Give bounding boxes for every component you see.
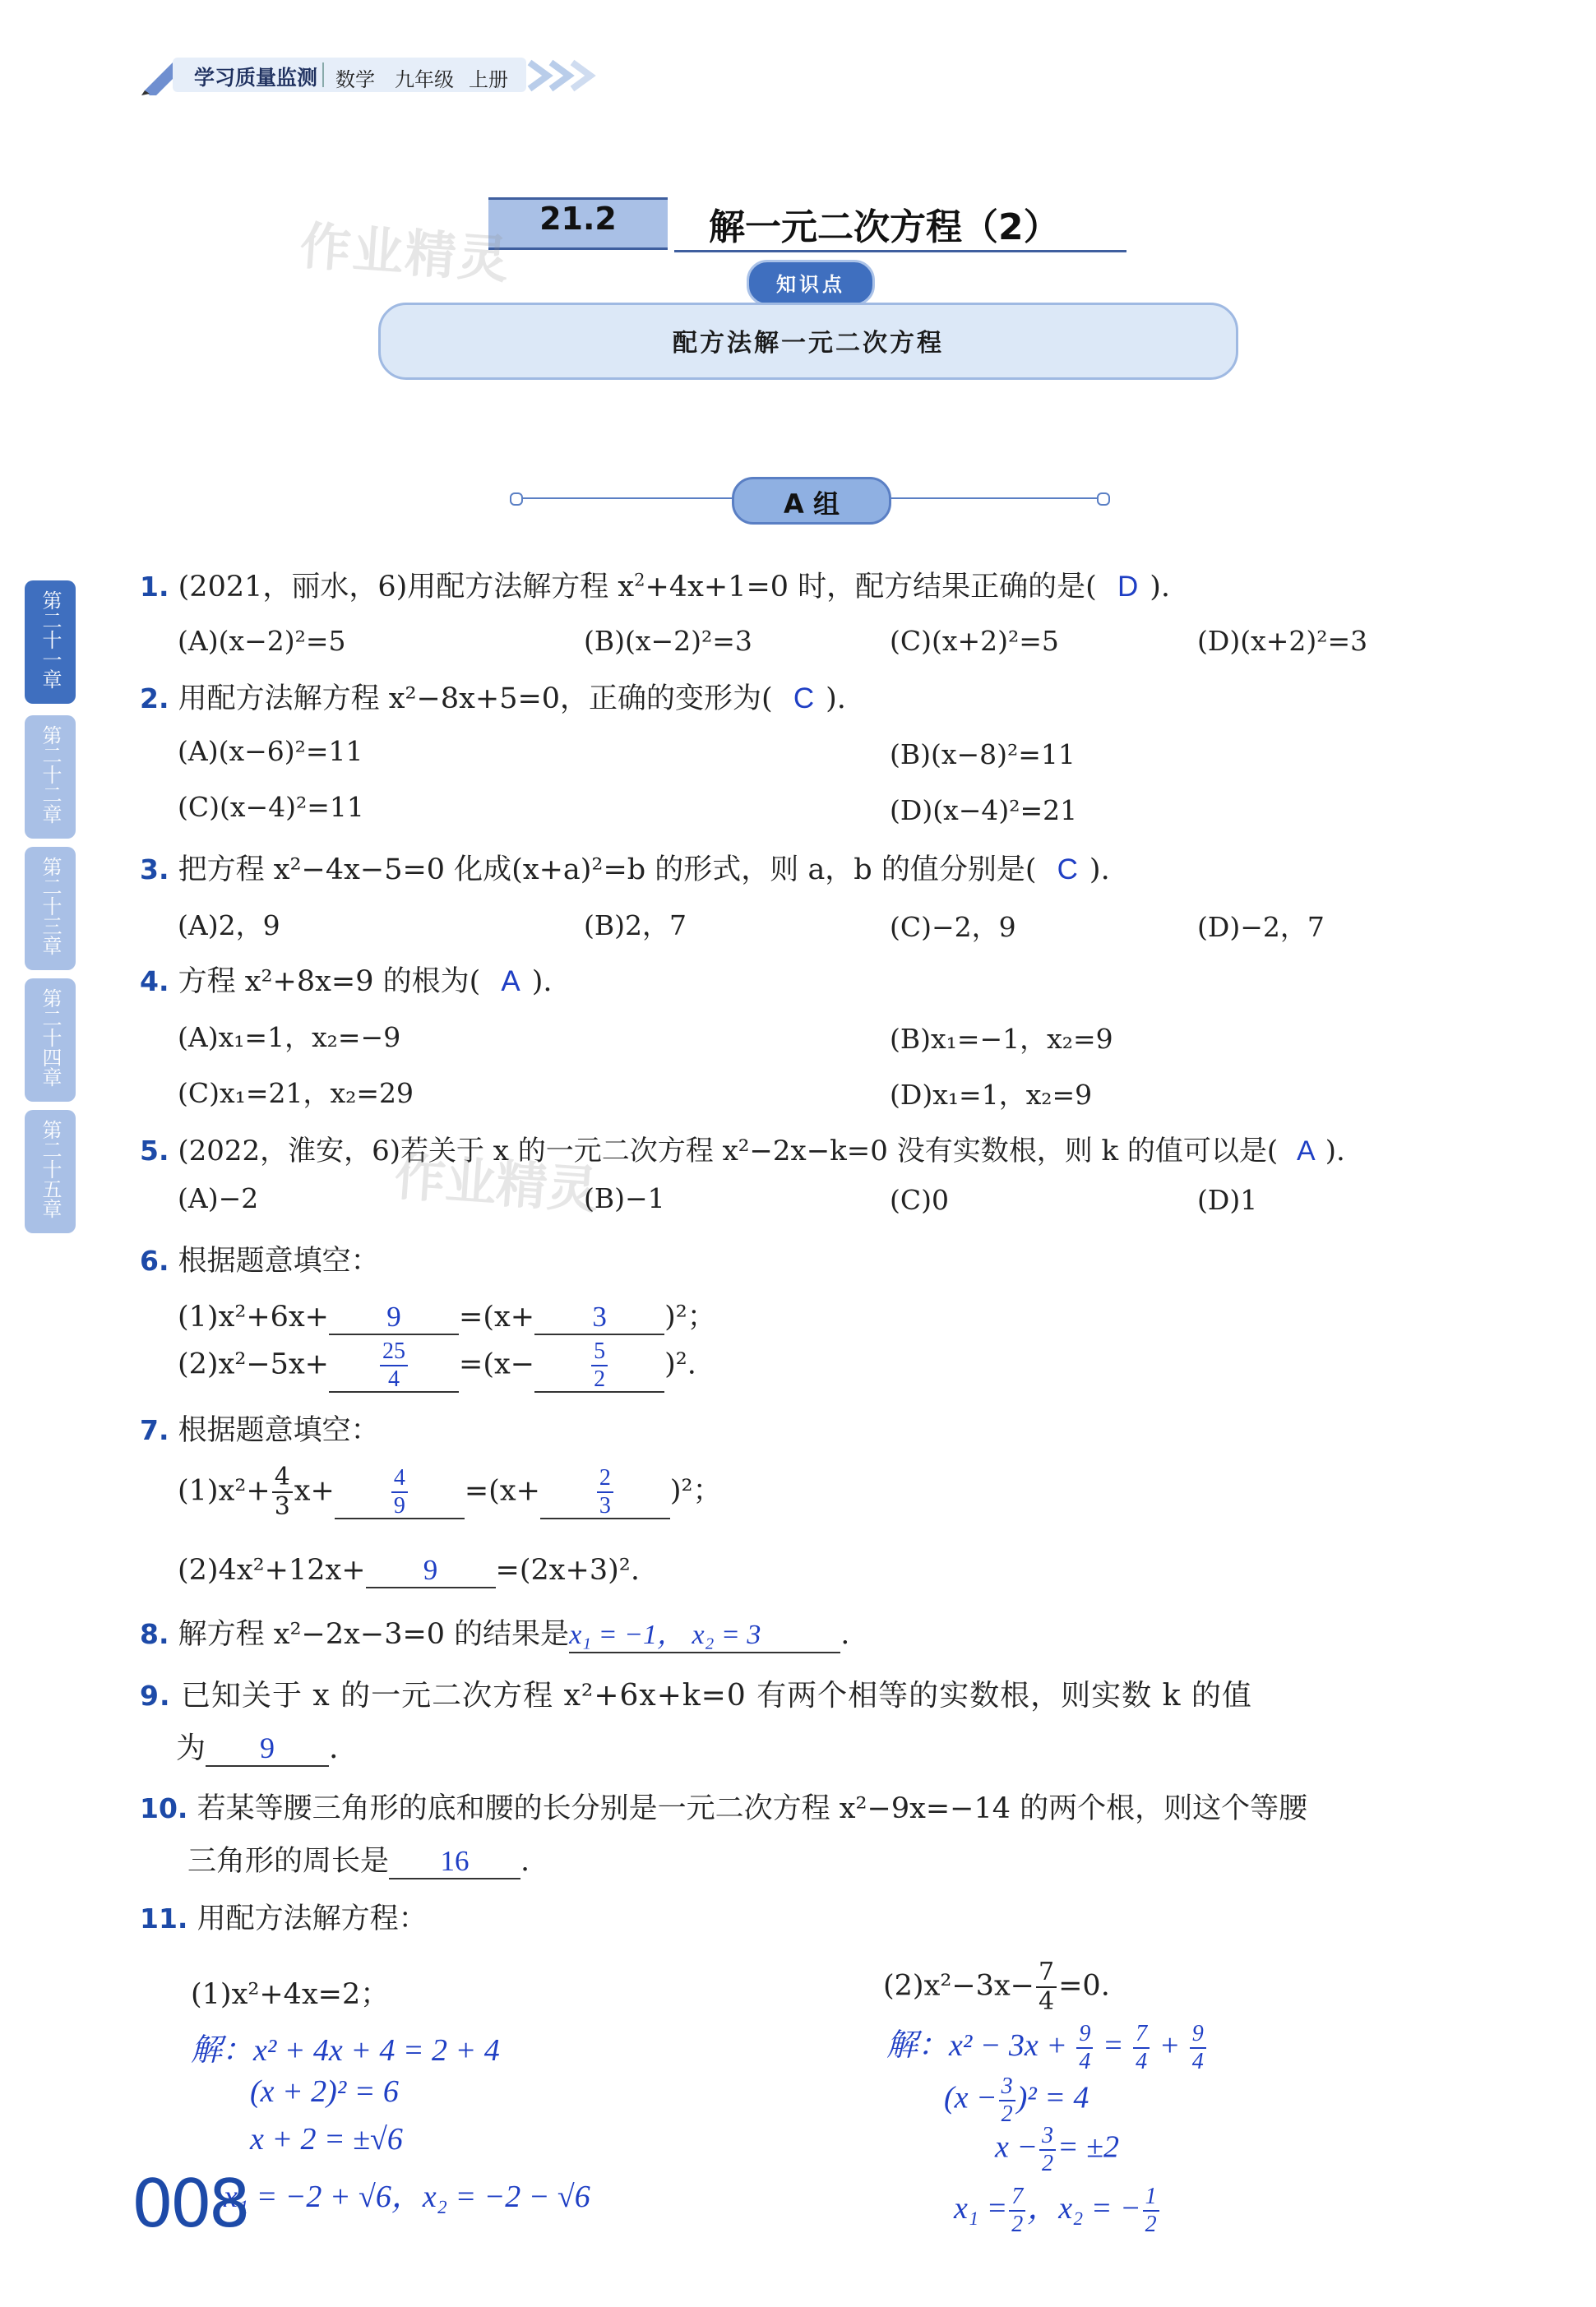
answer-2: C [793, 682, 815, 714]
side-tab-ch24[interactable]: 第二十四章 [25, 978, 76, 1102]
q3-option-d: (D)−2，7 [1197, 911, 1325, 943]
side-tab-ch21[interactable]: 第二十一章 [25, 580, 76, 704]
question-6: 6. 根据题意填空： [140, 1245, 380, 1278]
knowledge-badge-label: 知识点 [776, 273, 845, 296]
q4-option-d: (D)x₁=1，x₂=9 [890, 1079, 1093, 1111]
q7-answer-1a: $\frac{4}{9}$ [391, 1467, 408, 1518]
q5-option-a: (A)−2 [178, 1182, 259, 1214]
q4-option-a: (A)x₁=1，x₂=−9 [178, 1021, 401, 1053]
question-7: 7. 根据题意填空： [140, 1414, 380, 1447]
q11-solution-2-line2: (x − $\frac{3}{2}$ )² = 4 [944, 2074, 1089, 2127]
q1-option-d: (D)(x+2)²=3 [1197, 625, 1368, 657]
question-2: 2. 用配方法解方程 x²−8x+5=0，正确的变形为( C ). [140, 682, 846, 715]
q1-option-a: (A)(x−2)²=5 [178, 625, 346, 657]
answer-4: A [501, 965, 520, 997]
section-underline [674, 250, 1126, 252]
page-number: 008 [132, 2166, 247, 2242]
side-tab-ch23[interactable]: 第二十三章 [25, 847, 76, 970]
chevrons-icon [526, 58, 625, 94]
question-4: 4. 方程 x²+8x=9 的根为( A ). [140, 965, 553, 998]
q7-part-2: (2)4x²+12x+ 9 =(2x+3)². [178, 1554, 640, 1587]
group-label: A 组 [784, 488, 840, 520]
q3-option-c: (C)−2，9 [890, 911, 1016, 943]
q2-option-d: (D)(x−4)²=21 [890, 794, 1078, 826]
question-5: 5. (2022，淮安，6)若关于 x 的一元二次方程 x²−2x−k=0 没有实数根，则 k 的值可以是( A ). [140, 1135, 1345, 1167]
q7-coefficient: $\frac{4}{3}$ [272, 1465, 293, 1519]
q6-part-1: (1)x²+6x+ 9 =(x+ 3 )²； [178, 1301, 716, 1334]
answer-1: D [1117, 571, 1139, 603]
q6-answer-1b: 3 [592, 1301, 607, 1333]
q7-answer-1b: $\frac{2}{3}$ [597, 1467, 613, 1518]
q6-answer-2a: $\frac{25}{4}$ [380, 1340, 408, 1391]
q11-part-1: (1)x²+4x=2； [191, 1978, 390, 2011]
side-tab-ch25[interactable]: 第二十五章 [25, 1110, 76, 1233]
q11-solution-1-line4: x₁ = −2 + √6，x₂ = −2 − √6 [224, 2180, 590, 2214]
answer-8: x₁ = −1， x₂ = 3 [569, 1620, 761, 1650]
q11-part-2-fraction: $\frac{7}{4}$ [1036, 1960, 1057, 2014]
watermark-mid: 作业精灵 [392, 1146, 600, 1221]
q2-option-c: (C)(x−4)²=11 [178, 791, 364, 823]
q11-solution-1-line1: 解：x² + 4x + 4 = 2 + 4 [191, 2033, 500, 2068]
question-9: 9. 已知关于 x 的一元二次方程 x²+6x+k=0 有两个相等的实数根，则实数 k 的值 [140, 1679, 1252, 1713]
q7-part-1: (1)x²+ $\frac{4}{3}$ x+ $\frac{4}{9}$ =(x+ $\frac{2}{3}$ )²； [178, 1463, 722, 1521]
q11-solution-1-line3: x + 2 = ±√6 [250, 2122, 403, 2157]
answer-5: A [1297, 1135, 1316, 1167]
question-8: 8. 解方程 x²−2x−3=0 的结果是x₁ = −1， x₂ = 3 . [140, 1611, 849, 1653]
q3-option-b: (B)2，7 [584, 909, 687, 941]
q2-option-b: (B)(x−8)²=11 [890, 738, 1076, 770]
header-grade: 九年级 [395, 68, 454, 91]
header-subject: 数学 [335, 68, 375, 91]
q6-answer-2b: $\frac{5}{2}$ [591, 1340, 608, 1391]
q11-solution-1-line2: (x + 2)² = 6 [250, 2074, 399, 2109]
question-11: 11. 用配方法解方程： [140, 1902, 428, 1935]
watermark-top: 作业精灵 [298, 215, 512, 290]
q2-option-a: (A)(x−6)²=11 [178, 735, 363, 767]
question-3: 3. 把方程 x²−4x−5=0 化成(x+a)²=b 的形式，则 a，b 的值分别是( C ). [140, 853, 1110, 886]
q5-option-b: (B)−1 [584, 1182, 665, 1214]
q5-option-c: (C)0 [890, 1184, 949, 1216]
group-line-left [516, 497, 733, 499]
section-number: 21.2 [539, 201, 617, 237]
header-brand: 学习质量监测 [194, 66, 318, 90]
header-volume: 上册 [469, 68, 508, 91]
q11-part-2: (2)x²−3x− $\frac{7}{4}$ =0. [883, 1958, 1110, 2016]
q6-answer-1a: 9 [386, 1301, 401, 1333]
question-9-line2: 为 9 . [176, 1731, 339, 1765]
q11-solution-2-line4: x₁ = $\frac{7}{2}$ ，x₂ = − $\frac{1}{2}$ [954, 2182, 1161, 2236]
question-1: 1. (2021，丽水，6)用配方法解方程 $x^2+4x+1=0$ 时，配方结果正确的是( D ). [140, 570, 1171, 603]
header-bar [140, 51, 715, 99]
q4-option-c: (C)x₁=21，x₂=29 [178, 1077, 414, 1109]
q5-option-d: (D)1 [1197, 1184, 1258, 1216]
q11-solution-2-line3: x − $\frac{3}{2}$ = ±2 [995, 2123, 1120, 2176]
side-tab-ch22[interactable]: 第二十二章 [25, 715, 76, 839]
answer-3: C [1057, 853, 1078, 885]
question-10-line2: 三角形的周长是 16 . [187, 1845, 530, 1878]
group-dot-right [1097, 492, 1110, 506]
group-dot-left [510, 492, 523, 506]
question-10: 10. 若某等腰三角形的底和腰的长分别是一元二次方程 x²−9x=−14 的两个根，则这个等腰 [140, 1792, 1308, 1825]
group-line-right [885, 497, 1100, 499]
q4-option-b: (B)x₁=−1，x₂=9 [890, 1023, 1113, 1055]
topic-label: 配方法解一元二次方程 [673, 329, 944, 358]
q1-option-c: (C)(x+2)²=5 [890, 625, 1059, 657]
answer-10: 16 [440, 1845, 470, 1877]
q3-option-a: (A)2，9 [178, 909, 280, 941]
q7-answer-2: 9 [423, 1554, 438, 1586]
answer-9: 9 [260, 1731, 275, 1764]
q1-option-b: (B)(x−2)²=3 [584, 625, 752, 657]
q6-part-2: (2)x²−5x+ $\frac{25}{4}$ =(x− $\frac{5}{2}$ )². [178, 1338, 696, 1392]
q11-solution-2-line1: 解：x² − 3x + $\frac{9}{4}$ = $\frac{7}{4}$ + $\frac{9}{4}$ [886, 2019, 1208, 2074]
section-title: 解一元二次方程（2） [709, 206, 1060, 248]
